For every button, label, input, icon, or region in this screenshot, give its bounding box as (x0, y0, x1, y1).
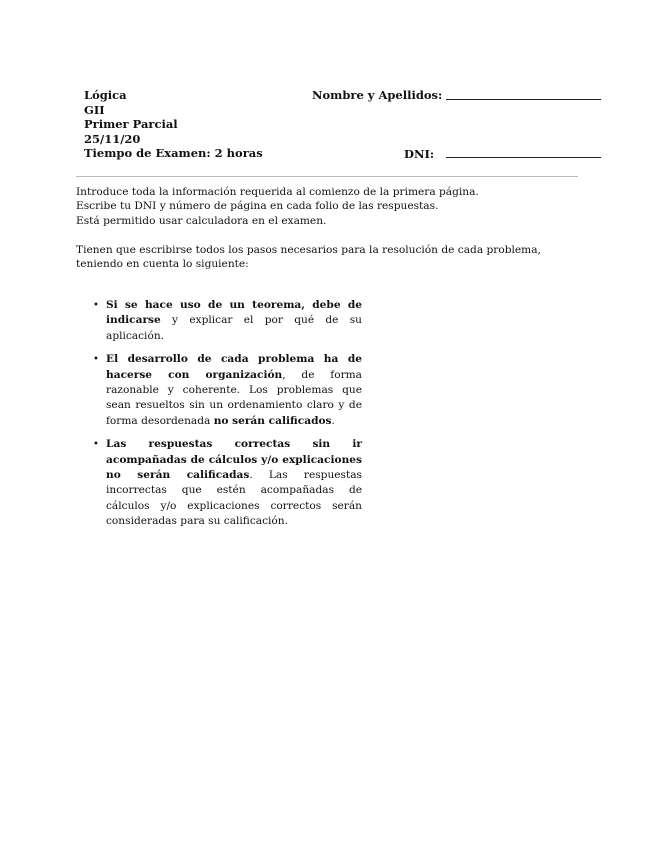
dni-field-label: DNI: (404, 147, 435, 161)
name-field-label: Nombre y Apellidos: (312, 88, 443, 102)
intro-line: Está permitido usar calculadora en el examen. (76, 214, 327, 227)
degree-name: GII (84, 102, 105, 117)
rule-bold-text: Las respuestas correctas sin ir acompañadas de cálculos y/o explicaciones no serán calificadas (106, 438, 362, 481)
rule-text: . Las respuestas incorrectas que estén acompañadas de cálculos y/o explicaciones correctos serán consideradas para su calificación. (106, 468, 362, 527)
course-name: Lógica (84, 88, 127, 102)
exam-name: Primer Parcial (84, 117, 178, 132)
rule-text: . (331, 414, 335, 427)
bullet-icon: • (93, 300, 99, 311)
exam-duration: Tiempo de Examen: 2 horas (84, 146, 263, 161)
rule-bold-text: Si se hace uso de un teorema, debe de indicarse (106, 299, 362, 327)
rule-bold-text: no serán calificados (213, 414, 332, 427)
list-item (90, 298, 362, 344)
rule-bold-text: El desarrollo de cada problema ha de hacerse con organización (106, 353, 362, 381)
rule-text: , de forma razonable y coherente. Los problemas que sean resueltos sin un ordenamiento claro y de forma desordenada (106, 368, 362, 427)
name-field-line[interactable] (446, 99, 601, 100)
bullet-icon: • (93, 439, 99, 451)
bullet-icon: • (93, 354, 99, 366)
list-item (90, 352, 362, 428)
intro-line: Escribe tu DNI y número de página en cada folio de las respuestas. (76, 200, 439, 213)
intro-paragraph (76, 185, 582, 228)
rules-list (90, 298, 362, 538)
intro-line: Introduce toda la información requerida al comienzo de la primera página. (76, 186, 479, 198)
header-divider (76, 176, 578, 177)
exam-date: 25/11/20 (84, 131, 141, 146)
exam-header-info (84, 88, 263, 161)
rule-text: y explicar el por qué de su aplicación. (106, 314, 362, 342)
instructions-paragraph: Tienen que escribirse todos los pasos necesarios para la resolución de cada problema, teniendo en cuenta lo siguiente: (76, 244, 541, 271)
list-item (90, 437, 362, 529)
dni-field-line[interactable] (446, 157, 601, 158)
